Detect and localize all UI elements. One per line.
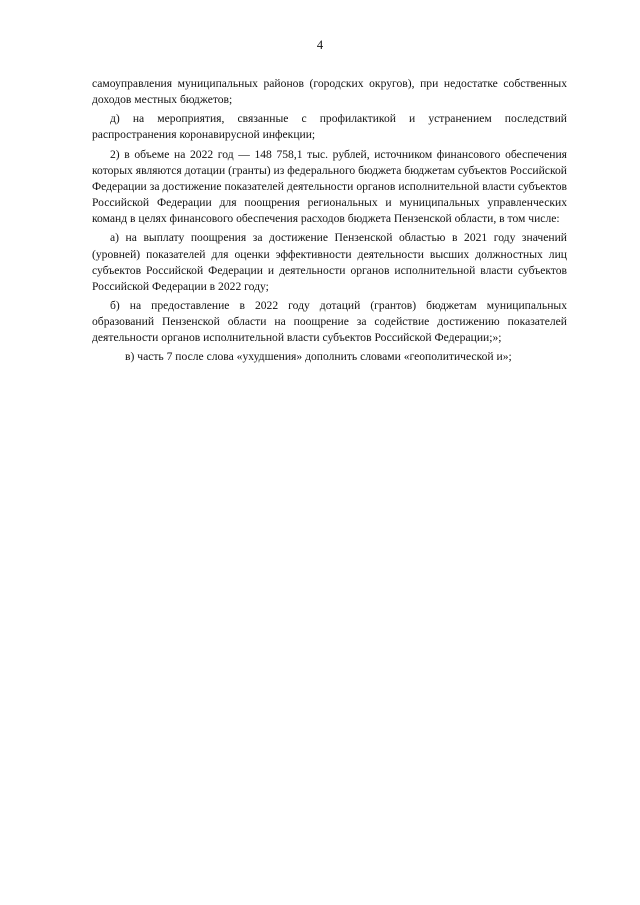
paragraph-item-v: в) часть 7 после слова «ухудшения» дополнить словами «геополитической и»; — [125, 350, 512, 364]
page-number: 4 — [316, 38, 324, 52]
document-body — [92, 76, 567, 369]
paragraph-item-a: а) на выплату поощрения за достижение Пензенской областью в 2021 году значений (уровней) показателей для оценки эффективности деятельности высших должностных лиц субъектов Российской Федерации и деятельности органов исполнительной власти субъектов Российской Федерации в 2022 году; — [92, 231, 567, 293]
paragraph-continuation: самоуправления муниципальных районов (городских округов), при недостатке собственных доходов местных бюджетов; — [92, 77, 567, 107]
paragraph-item-b: б) на предоставление в 2022 году дотаций (грантов) бюджетам муниципальных образований Пензенской области на поощрение за содействие достижению показателей деятельности органов исполнительной власти субъектов Российской Федерации;»; — [92, 298, 567, 345]
paragraph-item-d: д) на мероприятия, связанные с профилактикой и устранением последствий распространения коронавирусной инфекции; — [92, 112, 567, 142]
paragraph-item-2: 2) в объеме на 2022 год — 148 758,1 тыс. рублей, источником финансового обеспечения которых являются дотации (гранты) из федерального бюджета бюджетам субъектов Российской Федерации за достижение показателей деятельности органов исполнительной власти субъектов Российской Федерации для поощрения региональных и муниципальных управленческих команд в целях финансового обеспечения расходов бюджета Пензенской области, в том числе: — [92, 147, 567, 226]
